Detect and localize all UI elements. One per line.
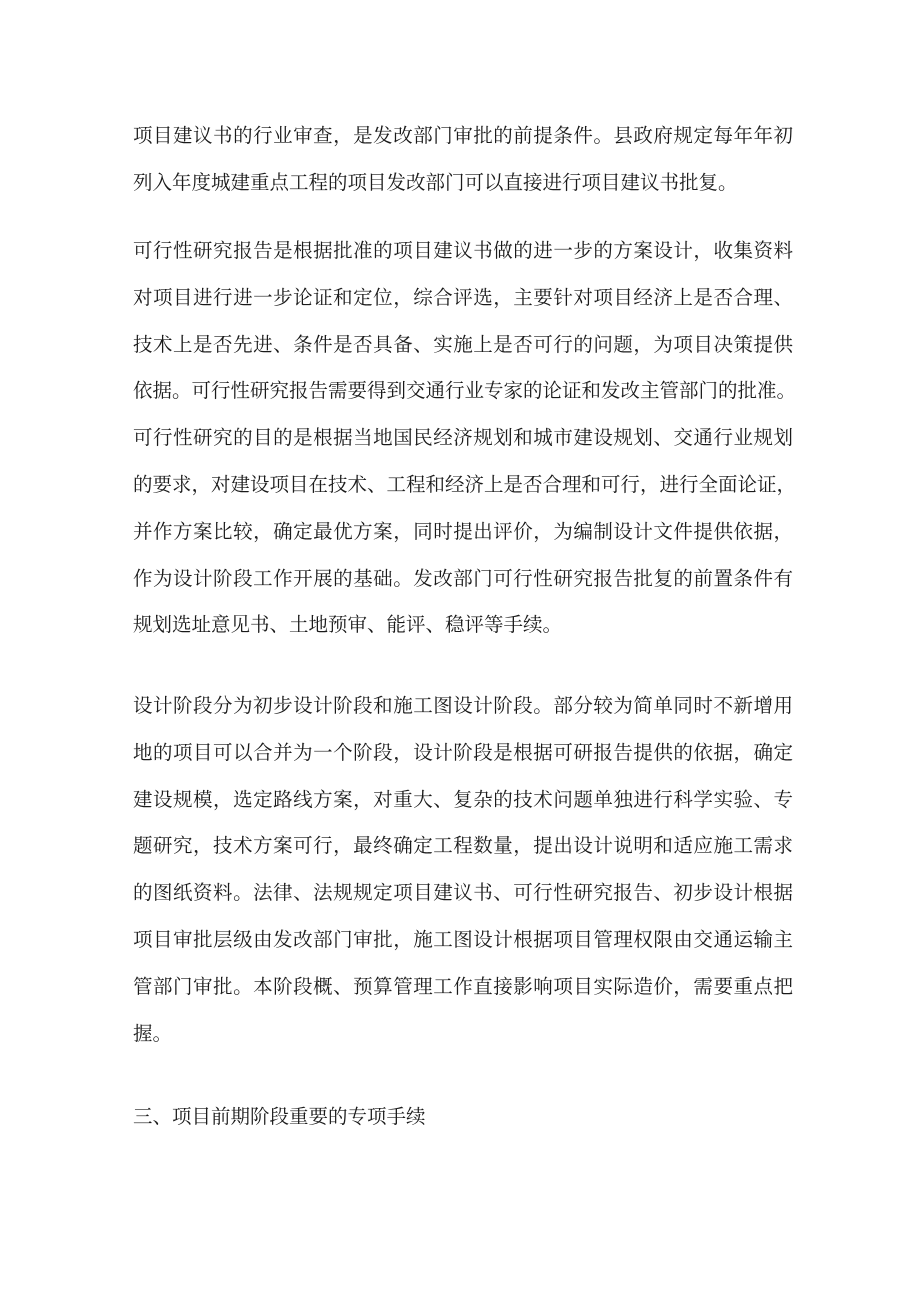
paragraph-project-proposal	[133, 113, 793, 207]
text-line: 地的项目可以合并为一个阶段，设计阶段是根据可研报告提供的依据，确定	[133, 740, 793, 764]
text-line: 对项目进行进一步论证和定位，综合评选，主要针对项目经济上是否合理、	[133, 285, 793, 309]
text-line: 题研究，技术方案可行，最终确定工程数量，提出设计说明和适应施工需求	[133, 834, 793, 858]
text-line: 项目审批层级由发改部门审批，施工图设计根据项目管理权限由交通运输主	[133, 927, 793, 951]
text-line: 设计阶段分为初步设计阶段和施工图设计阶段。部分较为简单同时不新增用	[133, 694, 793, 717]
text-line: 建设规模，选定路线方案，对重大、复杂的技术问题单独进行科学实验、专	[133, 787, 793, 811]
text-line: 的图纸资料。法律、法规规定项目建议书、可行性研究报告、初步设计根据	[133, 881, 793, 905]
text-line: 可行性研究的目的是根据当地国民经济规划和城市建设规划、交通行业规划	[133, 426, 793, 450]
text-line: 规划选址意见书、土地预审、能评、稳评等手续。	[133, 613, 563, 637]
paragraph-feasibility-study	[133, 228, 797, 649]
paragraph-design-stage	[133, 683, 793, 1057]
text-line: 的要求，对建设项目在技术、工程和经济上是否合理和可行，进行全面论证，	[133, 472, 797, 496]
text-line: 依据。可行性研究报告需要得到交通行业专家的论证和发改主管部门的批准。	[133, 379, 797, 403]
text-line: 可行性研究报告是根据批准的项目建议书做的进一步的方案设计，收集资料	[133, 239, 793, 262]
text-line: 列入年度城建重点工程的项目发改部门可以直接进行项目建议书批复。	[133, 170, 738, 194]
text-line: 管部门审批。本阶段概、预算管理工作直接影响项目实际造价，需要重点把	[133, 974, 793, 998]
section-heading: 三、项目前期阶段重要的专项手续	[133, 1105, 426, 1128]
text-line: 项目建议书的行业审查，是发改部门审批的前提条件。县政府规定每年年初	[133, 124, 793, 147]
text-line: 技术上是否先进、条件是否具备、实施上是否可行的问题，为项目决策提供	[133, 332, 793, 356]
text-line: 作为设计阶段工作开展的基础。发改部门可行性研究报告批复的前置条件有	[133, 566, 793, 590]
text-line: 握。	[133, 1021, 173, 1045]
text-line: 并作方案比较，确定最优方案，同时提出评价，为编制设计文件提供依据，	[133, 519, 793, 543]
